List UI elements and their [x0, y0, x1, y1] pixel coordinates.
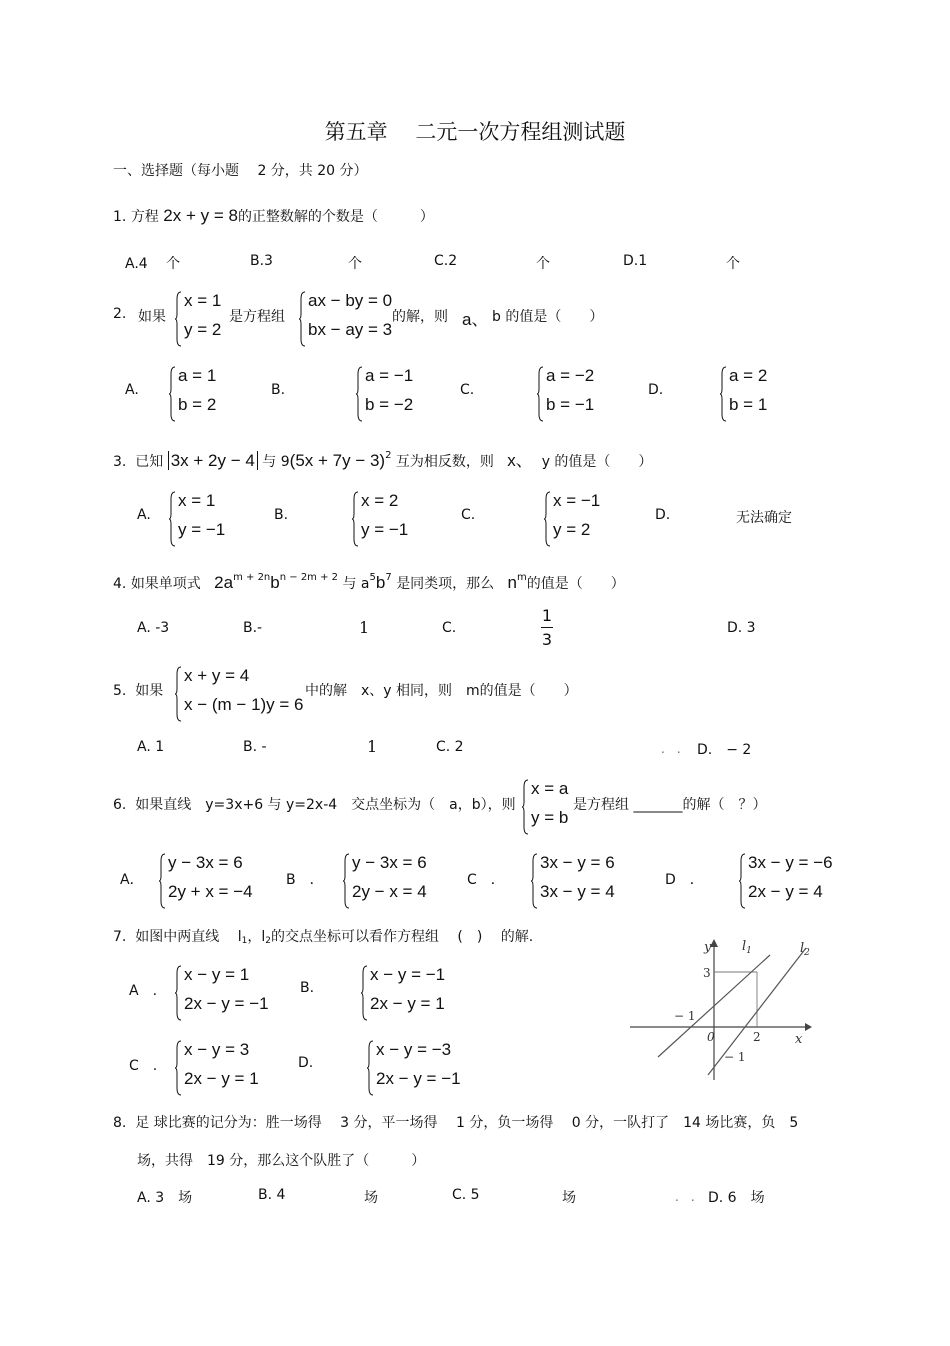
q5-option-c: C. 2	[436, 739, 464, 755]
x-axis-label: x	[795, 1032, 803, 1047]
y-axis-label: y	[704, 940, 712, 955]
q1-text-end: 的正整数解的个数是（ ）	[237, 209, 434, 225]
q8-option-a: A. 3 场	[137, 1190, 193, 1206]
brace-icon	[351, 491, 359, 547]
tick-2: 2	[753, 1030, 761, 1044]
q8-option-c-unit: 场	[562, 1190, 576, 1206]
tick-neg1-x: − 1	[674, 1009, 696, 1023]
q4-option-c: C.	[442, 620, 457, 636]
brace-icon	[174, 1040, 182, 1096]
q2-label-a: A.	[125, 382, 139, 398]
question-1	[113, 206, 434, 226]
exam-page: 第五章 二元一次方程组测试题 一、选择题（每小题 2 分，共 20 分） 1. 方程 2x + y = 8的正整数解的个数是（ ） A.4 个 B.3 个 C.2 个 D.1 个 2. 如果 x = 1 y = 2 是方程组 ax − by = 0 bx − ay = 3 的解，则 a、 b 的值是（ ） A. a = 1 b = 2 B. a = −1 b = −2 C. a = −2 b = −1 D. a = 2 b = 1 3. 已知 3x + 2y − 4 与 $9(5x + 7y - 3)^2$ 互为相反数，则 x、 y 的值是（ ） A. x = 1 y = −1 B. x = 2 y = −1 C. x = −1 y = 2 D. 无法确定 4. 如果单项式 $2a^{m + 2n}b^{n - 2m + 2}$ 与 $a^5b^7$ 是同类项，那么 $n^m$的值是（ ） A. -3 B.- 1 C. 1 3 D. 3 5. 如果 x + y = 4 x − (m − 1)y = 6 中的解 x、y 相同，则 m的值是（ ） A. 1 B. - 1 C. 2 . . D. − 2 6. 如果直线 y=3x+6 与 y=2x-4 交点坐标为（ a，b），则 x = a y = b 是方程组 _______的解（ ？） A． y − 3x = 6 2y + x = −4 B ． y − 3x = 6 2y − x = 4 C ． 3x − y = 6 3x − y = 4 D ． 3x − y = −6 2x − y = 4 7. 如图中两直线 l1，l2的交点坐标可以看作方程组 ( ) 的解. A . x − y = 1 2x − y = −1 B. x − y = −1 2x − y = 1 C . x − y = 3 2x − y = 1 D. x − y = −3 2x − y = −1 y x $l_1$ $l_2$ 3 − 1 0 2 − 1 8. 足 球比赛的记分为：胜一场得 3 分，平一场得 1 分，负一场得 0 分，一队打了 14 场比赛，负 5 场，共得 19 分，那么这个队胜了（ ） A. 3 场 B. 4 场 C. 5 场 . . D. 6 场	[0, 0, 950, 1346]
tick-neg1-y: − 1	[724, 1050, 746, 1064]
q3-square-term: (5x + 7y − 3)	[289, 451, 386, 470]
page-title: 第五章 二元一次方程组测试题	[324, 120, 626, 144]
brace-icon	[174, 291, 182, 347]
q5-text: 中的解 x、y 相同，则 m的值是（ ）	[305, 683, 578, 699]
q4-option-b: B.-	[243, 620, 263, 636]
q6-label-c: C ．	[467, 872, 505, 888]
brace-icon	[342, 853, 350, 909]
q2-label-c: C.	[460, 382, 475, 398]
q3-label-b: B.	[274, 507, 289, 523]
q3-label-a: A.	[137, 507, 151, 523]
q1-option-c-unit: 个	[536, 256, 550, 272]
q2-text: 如果	[138, 309, 166, 325]
q4-option-a: A. -3	[137, 620, 170, 636]
q2-label-b: B.	[271, 382, 286, 398]
brace-icon	[168, 491, 176, 547]
question-4: 4. 如果单项式 $2a^{m + 2n}b^{n - 2m + 2}$ 与 $a^5b^7$ 是同类项，那么 $n^m$的值是（ ）	[113, 572, 625, 592]
q8-option-c: C. 5	[452, 1187, 480, 1203]
q6-text-end: 是方程组 _______的解（ ？）	[573, 797, 767, 813]
q4-option-b-value: 1	[359, 618, 370, 637]
q7-label-d: D.	[298, 1055, 314, 1071]
section-heading: 一、选择题（每小题 2 分，共 20 分）	[113, 163, 368, 179]
q3-label-d: D.	[655, 507, 671, 523]
brace-icon	[360, 965, 368, 1021]
q1-option-c: C.2	[434, 253, 458, 269]
q5-option-d: D. − 2	[697, 742, 752, 758]
brace-icon	[168, 366, 176, 422]
tick-3: 3	[703, 966, 711, 980]
q7-line-graph	[630, 935, 815, 1080]
q2-label-d: D.	[648, 382, 664, 398]
brace-icon	[521, 779, 529, 835]
q4-option-d: D. 3	[727, 620, 756, 636]
q1-option-b: B.3	[250, 253, 273, 269]
q5-number: 5. 如果	[113, 683, 164, 699]
q1-number: 1.	[113, 209, 127, 225]
speck-decoration: . .	[675, 1190, 695, 1204]
q5-option-b: B. -	[243, 739, 267, 755]
brace-icon	[355, 366, 363, 422]
q1-option-d-unit: 个	[726, 256, 740, 272]
q1-equation: 2x + y = 8	[163, 206, 238, 225]
q8-option-b: B. 4	[258, 1187, 286, 1203]
q2-text-mid: 是方程组	[229, 309, 285, 325]
brace-icon	[536, 366, 544, 422]
tick-origin: 0	[707, 1030, 715, 1044]
q2-text-post: 的解，则	[392, 309, 448, 325]
l1-label: $l_1$	[742, 939, 752, 956]
q8-option-d: D. 6 场	[708, 1190, 765, 1206]
q1-option-a: A.4 个	[125, 256, 181, 272]
q1-option-b-unit: 个	[348, 256, 362, 272]
brace-icon	[174, 666, 182, 722]
brace-icon	[158, 853, 166, 909]
brace-icon	[174, 965, 182, 1021]
q8-text-line1: 8. 足 球比赛的记分为：胜一场得 3 分，平一场得 1 分，负一场得 0 分，一队打了 14 场比赛，负 5	[113, 1115, 799, 1131]
brace-icon	[530, 853, 538, 909]
brace-icon	[543, 491, 551, 547]
q6-text: 6. 如果直线 y=3x+6 与 y=2x-4 交点坐标为（ a，b），则	[113, 797, 516, 813]
q1-option-d: D.1	[623, 253, 648, 269]
q8-text-line2: 场，共得 19 分，那么这个队胜了（ ）	[137, 1153, 426, 1169]
q4-option-c-fraction: 1 3	[541, 606, 553, 649]
q2-text-end: b 的值是（ ）	[492, 309, 604, 325]
q7-label-a: A .	[129, 983, 158, 999]
q5-option-b-value: 1	[367, 737, 378, 756]
q3-absolute-value: 3x + 2y − 4	[168, 451, 258, 470]
q6-label-d: D ．	[665, 872, 704, 888]
brace-icon	[719, 366, 727, 422]
brace-icon	[738, 853, 746, 909]
q2-var: a、	[462, 310, 489, 329]
brace-icon	[366, 1040, 374, 1096]
question-3: 3. 已知 3x + 2y − 4 与 $9(5x + 7y - 3)^2$ 互为相反数，则 x、 y 的值是（ ）	[113, 450, 653, 470]
q6-label-a: A．	[120, 872, 144, 888]
brace-icon	[298, 291, 306, 347]
q8-option-b-unit: 场	[364, 1190, 378, 1206]
l2-label: $l_2$	[800, 941, 810, 958]
q5-option-a: A. 1	[137, 739, 165, 755]
q7-label-c: C .	[129, 1058, 158, 1074]
x-axis-arrow-icon	[805, 1023, 812, 1031]
q7-text: 7. 如图中两直线 l1，l2的交点坐标可以看作方程组 ( ) 的解.	[113, 929, 534, 946]
q3-label-c: C.	[461, 507, 476, 523]
q1-text: 方程	[130, 209, 159, 225]
q3-option-d: 无法确定	[736, 510, 792, 526]
q7-label-b: B.	[300, 980, 315, 996]
speck-decoration: . .	[661, 742, 681, 756]
q2-number: 2.	[113, 306, 127, 322]
q6-label-b: B ．	[286, 872, 324, 888]
